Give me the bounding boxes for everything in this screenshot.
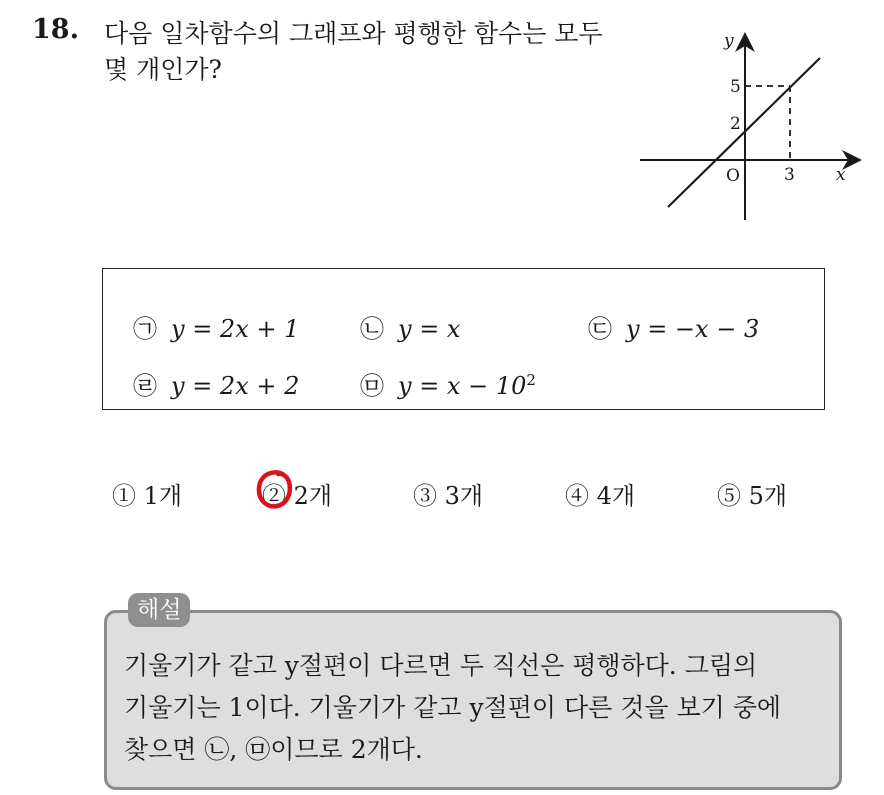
- option-4: ㉣ y = 2x + 2: [133, 372, 300, 400]
- question-line-1: 다음 일차함수의 그래프와 평행한 함수는 모두: [104, 19, 603, 48]
- choice-4[interactable]: ④ 4개: [565, 482, 636, 510]
- choice-1[interactable]: ① 1개: [112, 482, 183, 510]
- question-number: 18.: [32, 14, 79, 45]
- choice-2[interactable]: ② 2개: [262, 482, 333, 510]
- choice-3[interactable]: ③ 3개: [413, 482, 484, 510]
- solution-text: [124, 645, 834, 771]
- question-line-2: 몇 개인가?: [104, 55, 222, 84]
- solution-tag: 해설: [128, 593, 190, 627]
- option-1: ㉠ y = 2x + 1: [133, 315, 300, 343]
- solution-line-3: 찾으면 ㉡, ㉤이므로 2개다.: [124, 735, 423, 764]
- y-axis-label: y: [724, 31, 734, 51]
- y-tick-5: 5: [730, 77, 741, 97]
- solution-line-2: 기울기는 1이다. 기울기가 같고 y절편이 다른 것을 보기 중에: [124, 693, 782, 722]
- question-text: [104, 16, 624, 88]
- red-answer-circle: [254, 467, 294, 511]
- x-tick-3: 3: [784, 165, 795, 185]
- choice-5[interactable]: ⑤ 5개: [717, 482, 788, 510]
- option-3: ㉢ y = −x − 3: [588, 315, 760, 343]
- option-2: ㉡ y = x: [360, 315, 461, 343]
- y-tick-2: 2: [730, 114, 741, 134]
- answer-choices: [0, 476, 884, 510]
- solution-line-1: 기울기가 같고 y절편이 다르면 두 직선은 평행하다. 그림의: [124, 651, 758, 680]
- option-5: ㉤ $y = x - 10^2$: [360, 371, 536, 400]
- x-axis-label: x: [836, 165, 846, 185]
- origin-label: O: [726, 166, 740, 186]
- line-graph: [630, 22, 870, 232]
